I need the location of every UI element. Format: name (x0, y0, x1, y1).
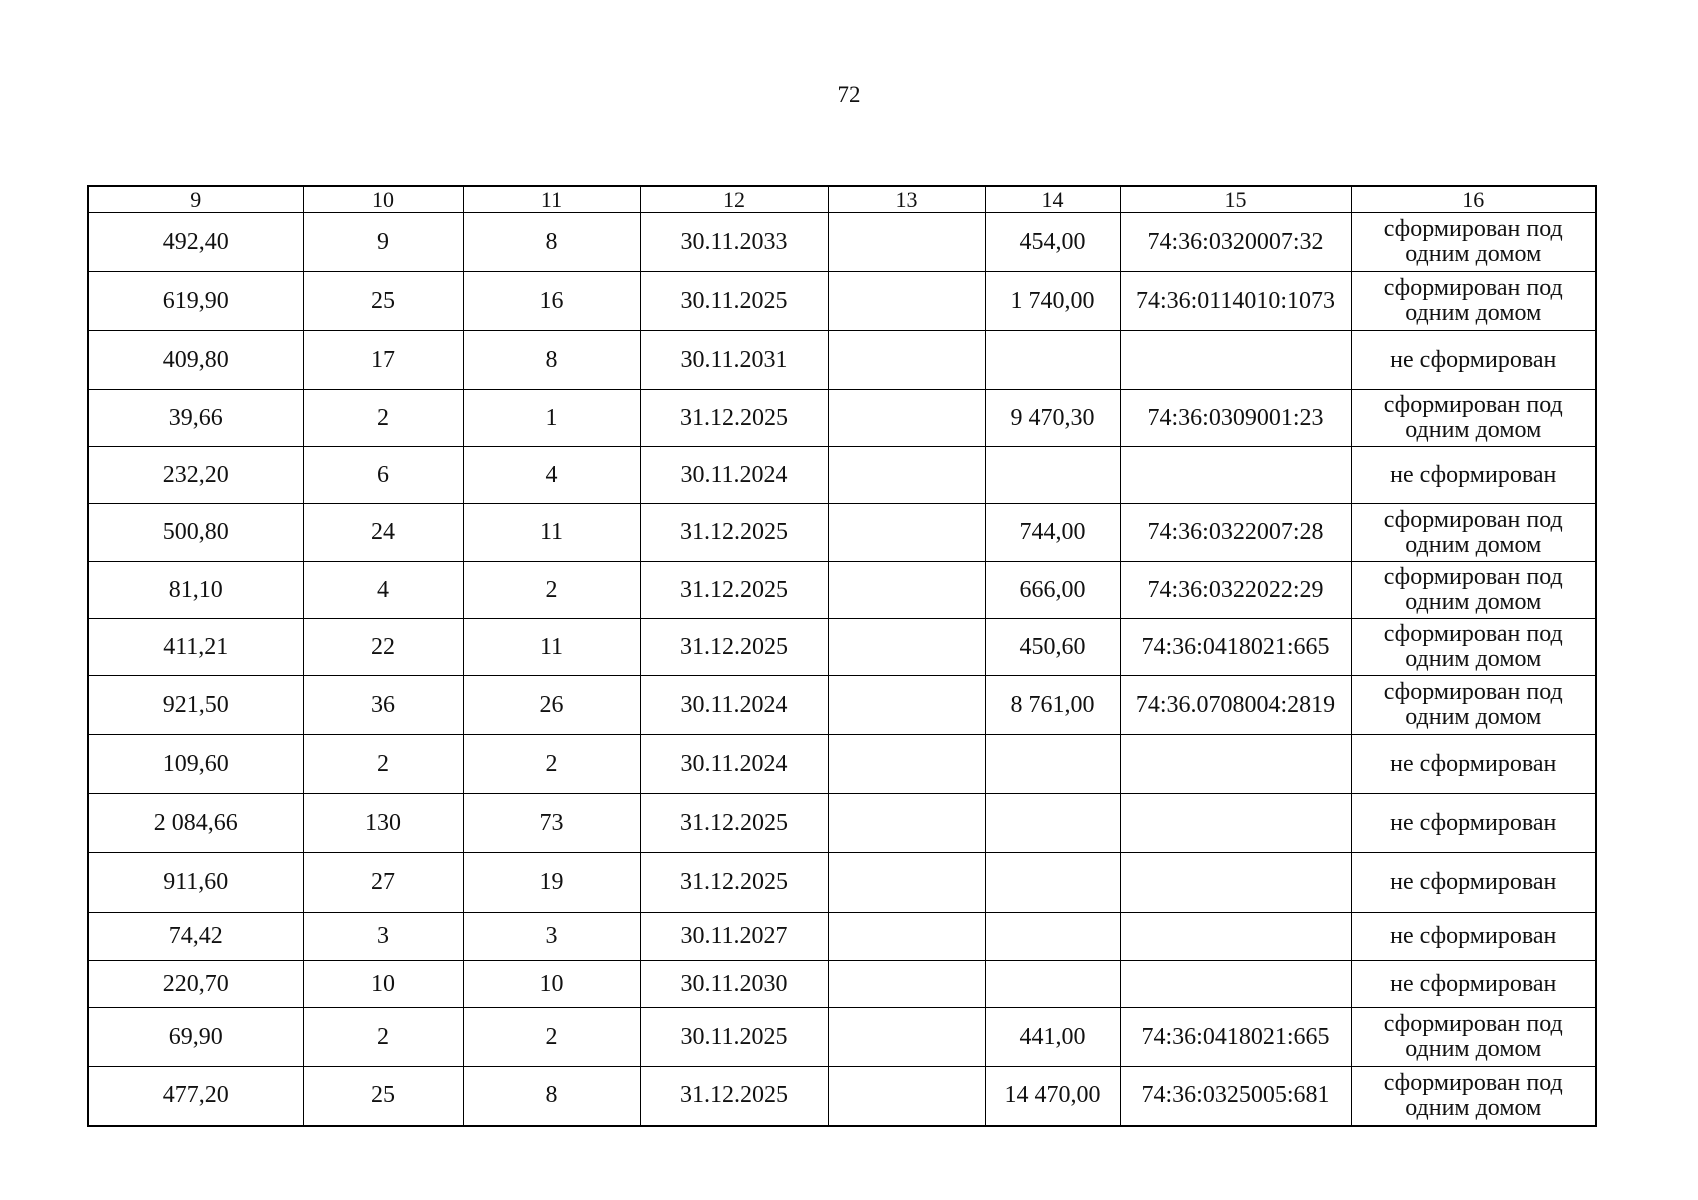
cell-date: 31.12.2025 (640, 853, 828, 913)
cell-land-area: 454,00 (985, 213, 1120, 272)
table-row (88, 272, 1596, 331)
cell-col-10: 27 (303, 853, 463, 913)
table-row (88, 562, 1596, 619)
table-row (88, 794, 1596, 853)
cell-cadastral-number: 74:36:0418021:665 (1120, 619, 1351, 676)
cell-land-area: 1 740,00 (985, 272, 1120, 331)
cell-col-11: 73 (463, 794, 640, 853)
cell-area: 2 084,66 (88, 794, 303, 853)
cell-land-area: 8 761,00 (985, 676, 1120, 735)
header-col-10: 10 (303, 186, 463, 213)
table-row (88, 390, 1596, 447)
table-row (88, 213, 1596, 272)
cell-status: сформирован под одним домом (1351, 1008, 1596, 1067)
cell-col-13 (828, 331, 985, 390)
table-row (88, 504, 1596, 562)
cell-col-10: 10 (303, 961, 463, 1008)
cell-land-area (985, 913, 1120, 961)
cell-status: сформирован под одним домом (1351, 213, 1596, 272)
cell-col-13 (828, 735, 985, 794)
cell-status: не сформирован (1351, 447, 1596, 504)
header-col-12: 12 (640, 186, 828, 213)
cell-col-10: 4 (303, 562, 463, 619)
cell-cadastral-number (1120, 961, 1351, 1008)
cell-col-13 (828, 390, 985, 447)
cell-col-10: 2 (303, 735, 463, 794)
cell-col-10: 6 (303, 447, 463, 504)
cell-col-11: 10 (463, 961, 640, 1008)
cell-date: 31.12.2025 (640, 562, 828, 619)
cell-cadastral-number: 74:36.0708004:2819 (1120, 676, 1351, 735)
cell-col-10: 25 (303, 1067, 463, 1126)
cell-col-13 (828, 794, 985, 853)
table-body (88, 213, 1596, 1126)
cell-date: 30.11.2027 (640, 913, 828, 961)
cell-area: 232,20 (88, 447, 303, 504)
cell-col-13 (828, 447, 985, 504)
cell-cadastral-number (1120, 447, 1351, 504)
cell-col-10: 130 (303, 794, 463, 853)
table-row (88, 331, 1596, 390)
data-table (87, 185, 1597, 1127)
cell-cadastral-number: 74:36:0114010:1073 (1120, 272, 1351, 331)
cell-col-13 (828, 213, 985, 272)
cell-col-13 (828, 676, 985, 735)
cell-status: сформирован под одним домом (1351, 272, 1596, 331)
cell-land-area: 744,00 (985, 504, 1120, 562)
cell-date: 30.11.2030 (640, 961, 828, 1008)
cell-date: 31.12.2025 (640, 619, 828, 676)
cell-date: 30.11.2024 (640, 735, 828, 794)
cell-land-area: 450,60 (985, 619, 1120, 676)
cell-col-10: 22 (303, 619, 463, 676)
cell-status: сформирован под одним домом (1351, 562, 1596, 619)
cell-land-area (985, 331, 1120, 390)
cell-status: не сформирован (1351, 735, 1596, 794)
cell-date: 31.12.2025 (640, 390, 828, 447)
cell-land-area: 14 470,00 (985, 1067, 1120, 1126)
cell-col-10: 25 (303, 272, 463, 331)
table-row (88, 853, 1596, 913)
cell-col-11: 2 (463, 735, 640, 794)
cell-area: 921,50 (88, 676, 303, 735)
cell-area: 409,80 (88, 331, 303, 390)
table-row (88, 1067, 1596, 1126)
cell-area: 74,42 (88, 913, 303, 961)
cell-date: 31.12.2025 (640, 504, 828, 562)
cell-area: 911,60 (88, 853, 303, 913)
cell-status: сформирован под одним домом (1351, 619, 1596, 676)
table-row (88, 619, 1596, 676)
cell-col-13 (828, 619, 985, 676)
cell-land-area (985, 961, 1120, 1008)
cell-area: 492,40 (88, 213, 303, 272)
cell-cadastral-number (1120, 913, 1351, 961)
cell-col-10: 3 (303, 913, 463, 961)
cell-col-11: 2 (463, 1008, 640, 1067)
cell-area: 220,70 (88, 961, 303, 1008)
cell-date: 30.11.2024 (640, 447, 828, 504)
cell-date: 30.11.2025 (640, 272, 828, 331)
cell-cadastral-number (1120, 794, 1351, 853)
header-col-13: 13 (828, 186, 985, 213)
cell-cadastral-number: 74:36:0320007:32 (1120, 213, 1351, 272)
cell-col-10: 9 (303, 213, 463, 272)
cell-col-10: 24 (303, 504, 463, 562)
cell-col-13 (828, 1067, 985, 1126)
cell-status: сформирован под одним домом (1351, 676, 1596, 735)
cell-cadastral-number (1120, 853, 1351, 913)
cell-col-11: 11 (463, 504, 640, 562)
cell-col-13 (828, 562, 985, 619)
cell-status: не сформирован (1351, 331, 1596, 390)
cell-cadastral-number: 74:36:0309001:23 (1120, 390, 1351, 447)
cell-date: 31.12.2025 (640, 1067, 828, 1126)
cell-col-11: 8 (463, 1067, 640, 1126)
cell-status: не сформирован (1351, 794, 1596, 853)
cell-date: 30.11.2033 (640, 213, 828, 272)
header-col-11: 11 (463, 186, 640, 213)
cell-land-area (985, 735, 1120, 794)
cell-land-area: 9 470,30 (985, 390, 1120, 447)
cell-land-area (985, 853, 1120, 913)
cell-date: 30.11.2024 (640, 676, 828, 735)
cell-col-11: 16 (463, 272, 640, 331)
table-row (88, 676, 1596, 735)
table-row (88, 447, 1596, 504)
cell-col-13 (828, 1008, 985, 1067)
table-row (88, 735, 1596, 794)
cell-col-11: 19 (463, 853, 640, 913)
cell-col-13 (828, 504, 985, 562)
header-row (88, 186, 1596, 213)
cell-status: сформирован под одним домом (1351, 504, 1596, 562)
cell-cadastral-number: 74:36:0322007:28 (1120, 504, 1351, 562)
cell-col-10: 17 (303, 331, 463, 390)
header-col-15: 15 (1120, 186, 1351, 213)
cell-area: 69,90 (88, 1008, 303, 1067)
cell-area: 81,10 (88, 562, 303, 619)
cell-col-13 (828, 913, 985, 961)
cell-col-10: 2 (303, 390, 463, 447)
cell-cadastral-number: 74:36:0325005:681 (1120, 1067, 1351, 1126)
cell-col-13 (828, 853, 985, 913)
cell-col-10: 2 (303, 1008, 463, 1067)
cell-cadastral-number: 74:36:0322022:29 (1120, 562, 1351, 619)
cell-area: 411,21 (88, 619, 303, 676)
header-col-9: 9 (88, 186, 303, 213)
cell-status: сформирован под одним домом (1351, 1067, 1596, 1126)
cell-col-13 (828, 961, 985, 1008)
page-number: 72 (837, 82, 861, 107)
cell-status: сформирован под одним домом (1351, 390, 1596, 447)
cell-land-area (985, 447, 1120, 504)
cell-col-11: 11 (463, 619, 640, 676)
cell-cadastral-number: 74:36:0418021:665 (1120, 1008, 1351, 1067)
table-row (88, 961, 1596, 1008)
cell-area: 39,66 (88, 390, 303, 447)
header-col-14: 14 (985, 186, 1120, 213)
table-header (88, 186, 1596, 213)
cell-col-11: 8 (463, 213, 640, 272)
cell-cadastral-number (1120, 331, 1351, 390)
cell-area: 500,80 (88, 504, 303, 562)
cell-date: 30.11.2031 (640, 331, 828, 390)
cell-col-13 (828, 272, 985, 331)
cell-cadastral-number (1120, 735, 1351, 794)
cell-col-11: 1 (463, 390, 640, 447)
cell-date: 30.11.2025 (640, 1008, 828, 1067)
cell-date: 31.12.2025 (640, 794, 828, 853)
cell-area: 109,60 (88, 735, 303, 794)
cell-area: 619,90 (88, 272, 303, 331)
cell-col-10: 36 (303, 676, 463, 735)
table-row (88, 913, 1596, 961)
cell-land-area: 441,00 (985, 1008, 1120, 1067)
cell-status: не сформирован (1351, 853, 1596, 913)
table-row (88, 1008, 1596, 1067)
cell-area: 477,20 (88, 1067, 303, 1126)
cell-col-11: 26 (463, 676, 640, 735)
cell-status: не сформирован (1351, 913, 1596, 961)
header-col-16: 16 (1351, 186, 1596, 213)
cell-col-11: 3 (463, 913, 640, 961)
cell-land-area (985, 794, 1120, 853)
cell-col-11: 8 (463, 331, 640, 390)
cell-col-11: 2 (463, 562, 640, 619)
cell-col-11: 4 (463, 447, 640, 504)
cell-status: не сформирован (1351, 961, 1596, 1008)
cell-land-area: 666,00 (985, 562, 1120, 619)
